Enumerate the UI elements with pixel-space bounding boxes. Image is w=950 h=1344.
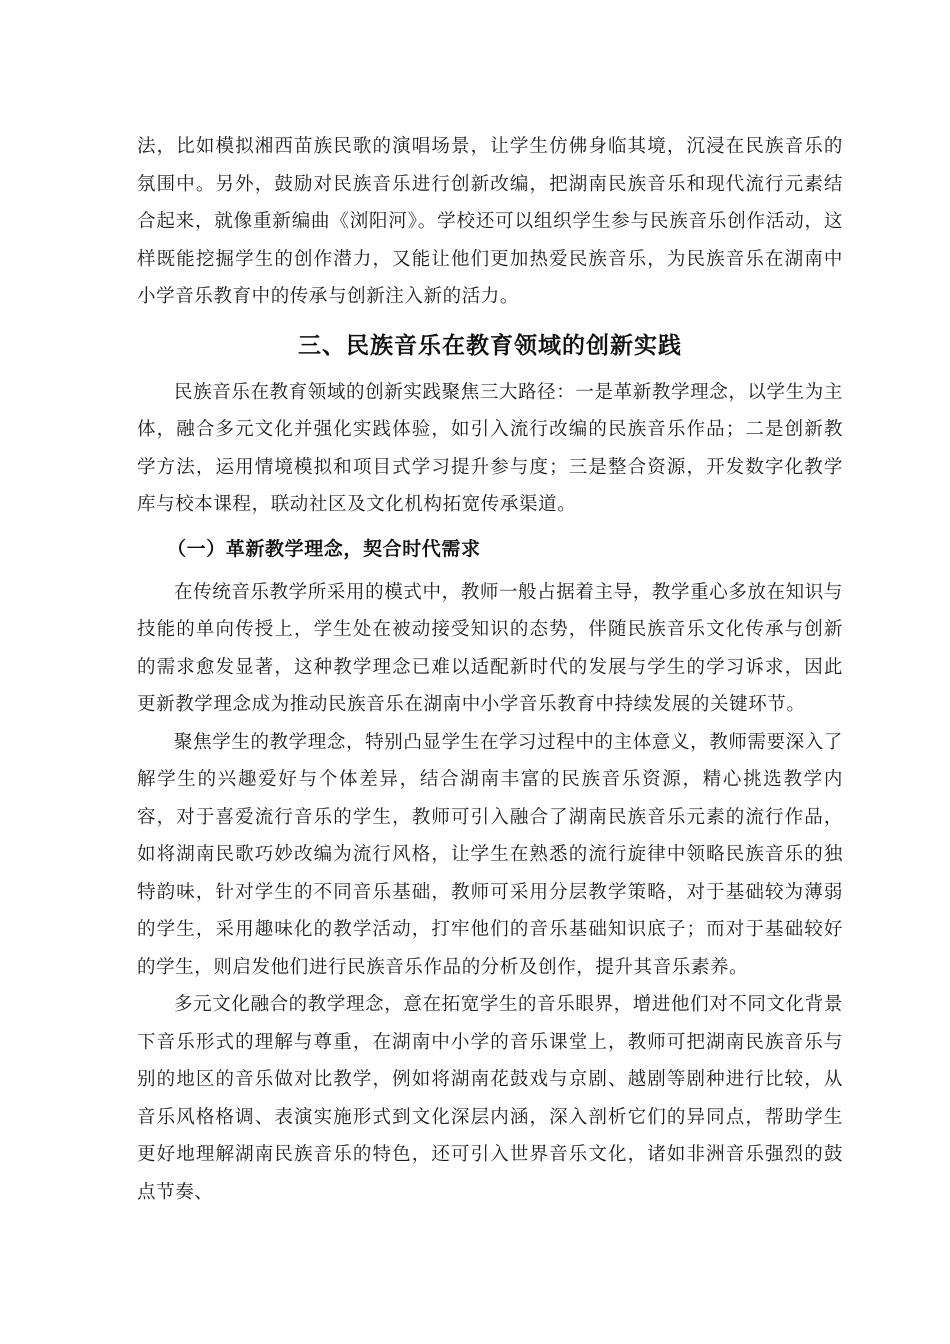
- body-paragraph: 在传统音乐教学所采用的模式中，教师一般占据着主导，教学重心多放在知识与技能的单向传授上，学生处在被动接受知识的态势，伴随民族音乐文化传承与创新的需求愈发显著，这种教学理念已难以适配新时代的发展与学生的学习诉求，因此更新教学理念成为推动民族音乐在湖南中小学音乐教育中持续发展的关键环节。: [137, 581, 843, 715]
- document-body: [137, 128, 843, 1211]
- section-title: 三、民族音乐在教育领域的创新实践: [298, 332, 682, 359]
- body-paragraph: 多元文化融合的教学理念，意在拓宽学生的音乐眼界，增进他们对不同文化背景下音乐形式的理解与尊重，在湖南中小学的音乐课堂上，教师可把湖南民族音乐与别的地区的音乐做对比教学，例如将湖南花鼓戏与京剧、越剧等剧种进行比较，从音乐风格格调、表演实施形式到文化深层内涵，深入剖析它们的异同点，帮助学生更好地理解湖南民族音乐的特色，还可引入世界音乐文化，诸如非洲音乐强烈的鼓点节奏、: [137, 994, 843, 1203]
- section-intro-paragraph: 民族音乐在教育领域的创新实践聚焦三大路径：一是革新教学理念，以学生为主体，融合多元文化并强化实践体验，如引入流行改编的民族音乐作品；二是创新教学方法，运用情境模拟和项目式学习提升参与度；三是整合资源，开发数字化教学库与校本课程，联动社区及文化机构拓宽传承渠道。: [137, 381, 843, 515]
- body-paragraph: 聚焦学生的教学理念，特别凸显学生在学习过程中的主体意义，教师需要深入了解学生的兴趣爱好与个体差异，结合湖南丰富的民族音乐资源，精心挑选教学内容，对于喜爱流行音乐的学生，教师可引入融合了湖南民族音乐元素的流行作品，如将湖南民歌巧妙改编为流行风格，让学生在熟悉的流行旋律中领略民族音乐的独特韵味，针对学生的不同音乐基础，教师可采用分层教学策略，对于基础较为薄弱的学生，采用趣味化的教学活动，打牢他们的音乐基础知识底子；而对于基础较好的学生，则启发他们进行民族音乐作品的分析及创作，提升其音乐素养。: [137, 731, 843, 978]
- subsection-title: （一）革新教学理念，契合时代需求: [167, 537, 481, 560]
- paragraph-continued: 法，比如模拟湘西苗族民歌的演唱场景，让学生仿佛身临其境，沉浸在民族音乐的氛围中。另外，鼓励对民族音乐进行创新改编，把湖南民族音乐和现代流行元素结合起来，就像重新编曲《浏阳河》。学校还可以组织学生参与民族音乐创作活动，这样既能挖掘学生的创作潜力，又能让他们更加热爱民族音乐，为民族音乐在湖南中小学音乐教育中的传承与创新注入新的活力。: [137, 136, 843, 307]
